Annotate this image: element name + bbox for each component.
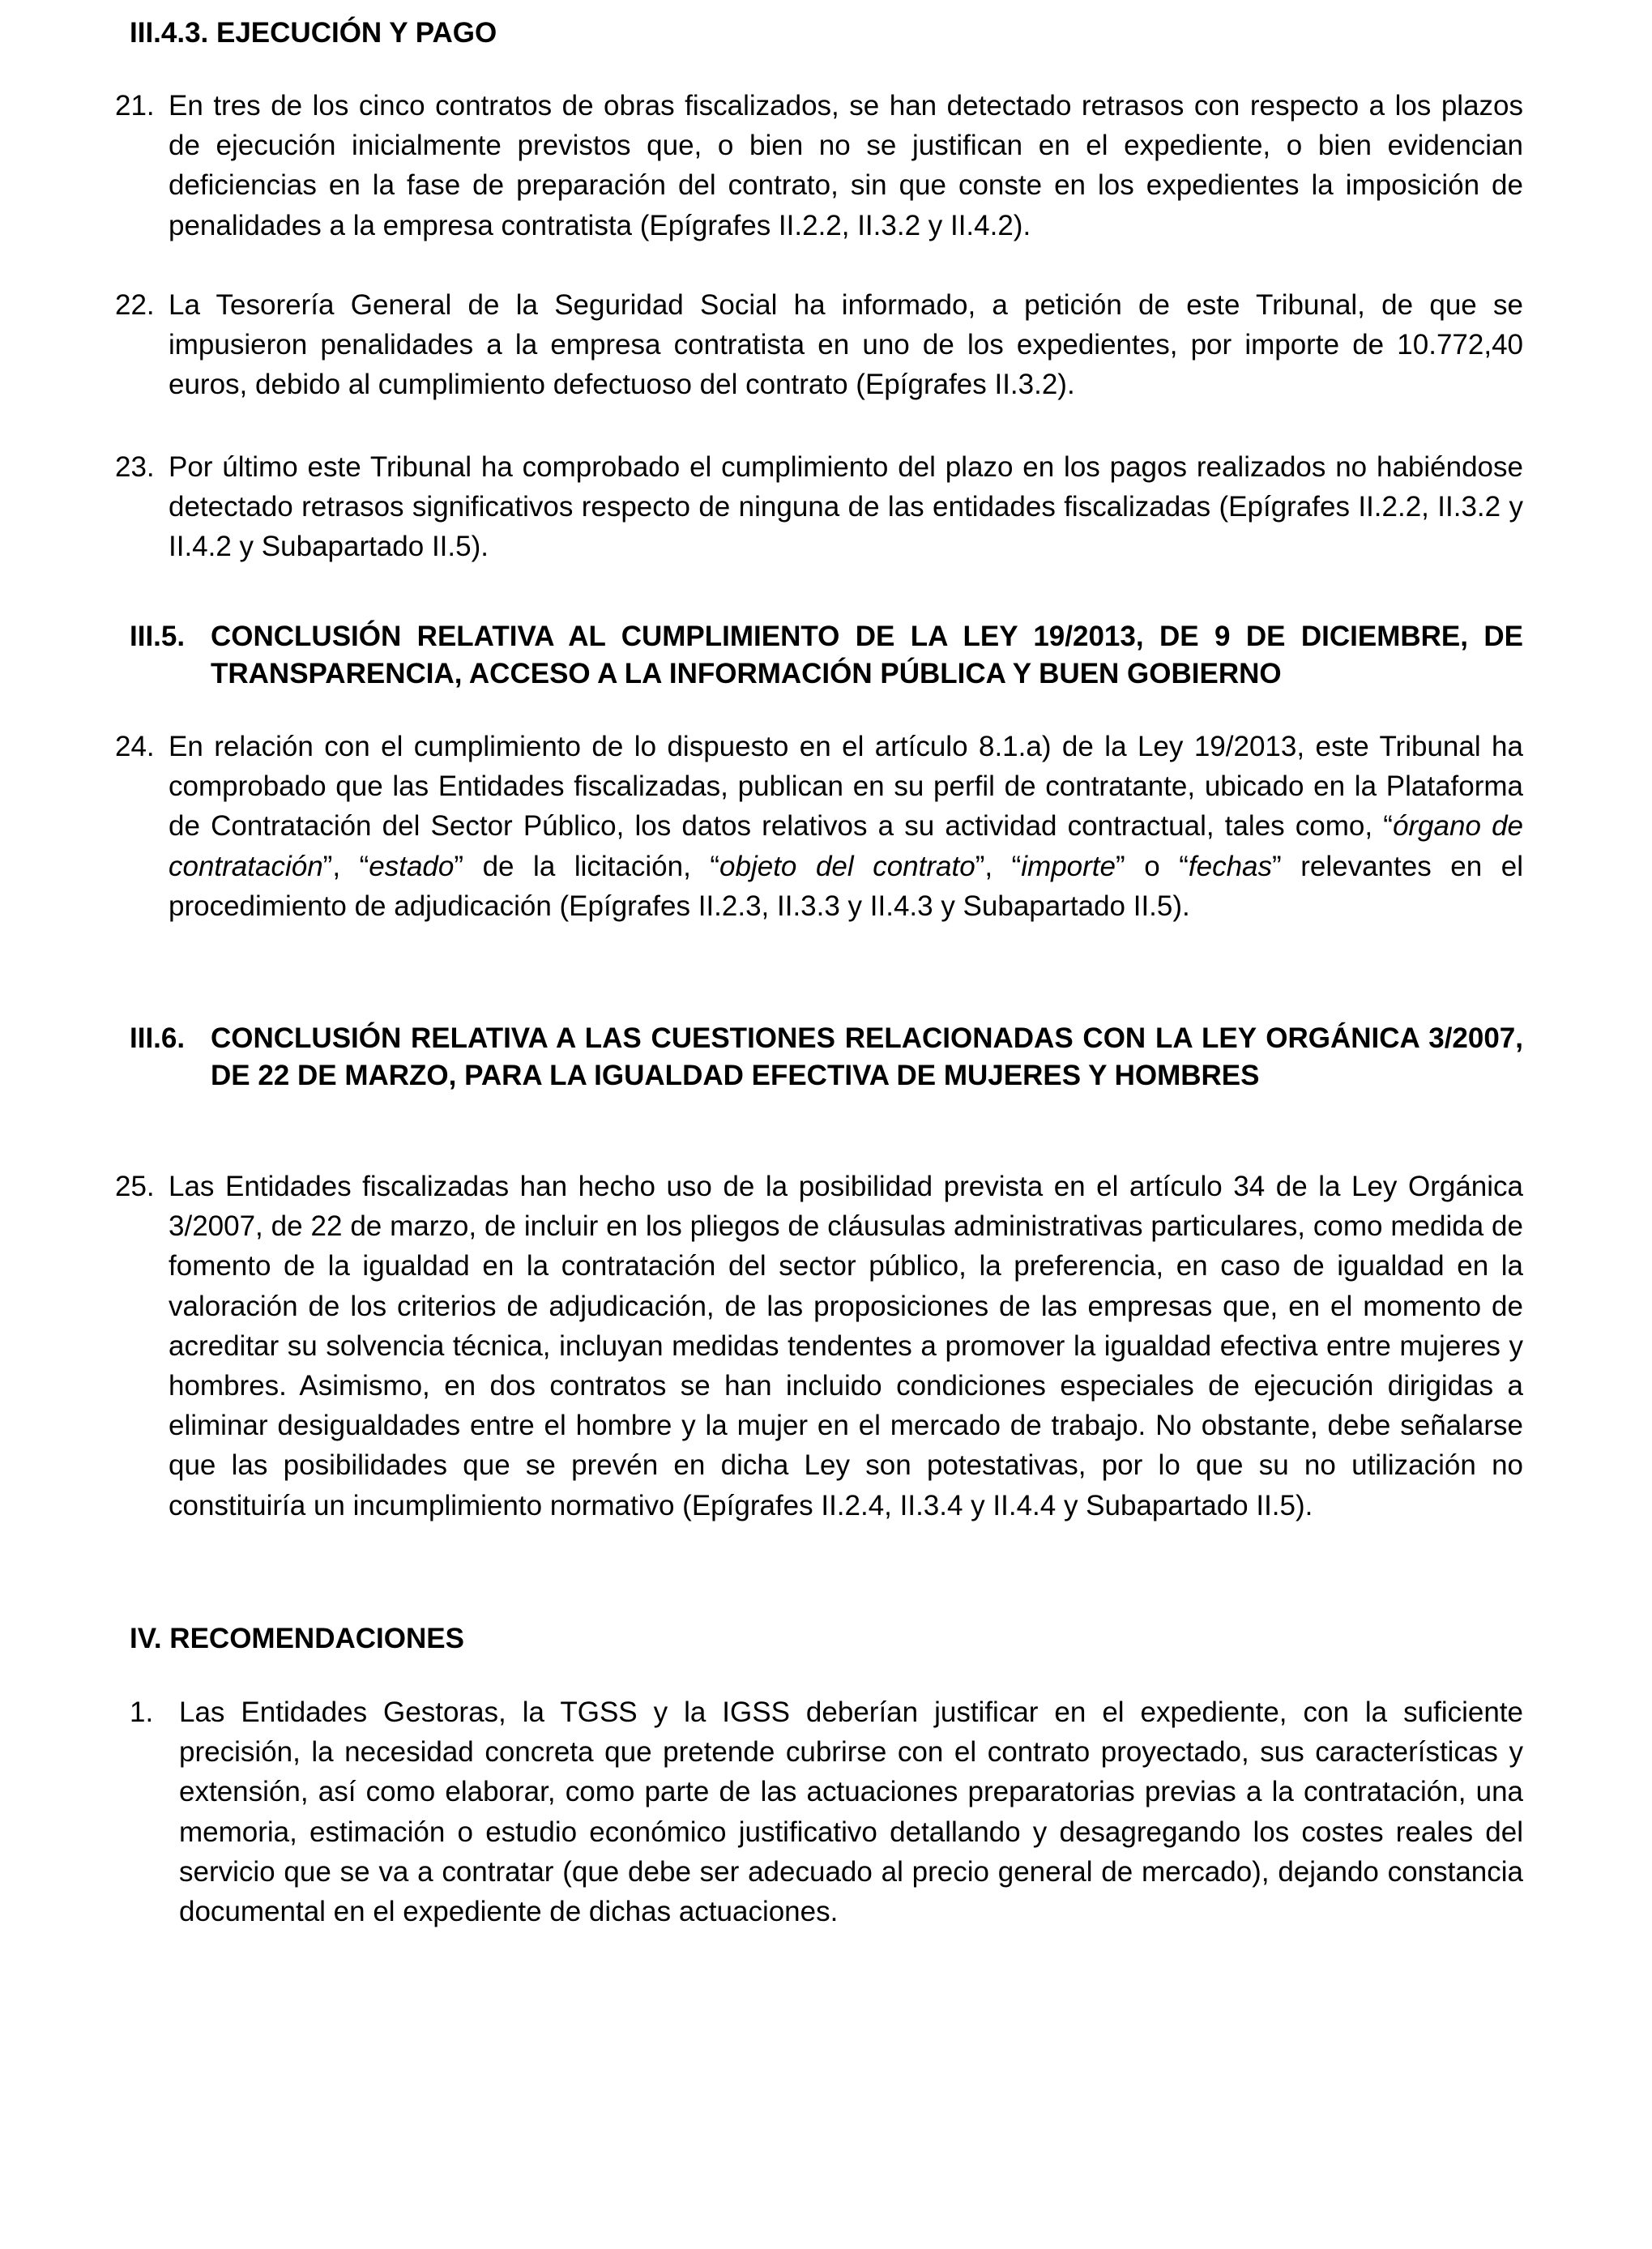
- paragraph-number: 22.: [115, 289, 155, 321]
- paragraph-text: La Tesorería General de la Seguridad Social ha informado, a petición de este Tribunal, de que se impusieron penalidades a la empresa contratista en uno de los expedientes, por importe de 10.772,40 euros, debido al cumplimiento defectuoso del contrato (Epígrafes II.3.2).: [169, 289, 1523, 401]
- recommendation-number: 1.: [130, 1696, 154, 1728]
- section-heading-ejecucion-pago: [130, 15, 1523, 52]
- paragraph-text: Las Entidades fiscalizadas han hecho uso de la posibilidad prevista en el artículo 34 de la Ley Orgánica 3/2007, de 22 de marzo, de incluir en los pliegos de cláusulas administrativas particulares, como medida de fomento de la igualdad en la contratación del sector público, la preferencia, en caso de igualdad en la valoración de los criterios de adjudicación, de las proposiciones de las empresas que, en el momento de acreditar su solvencia técnica, incluyan medidas tendentes a promover la igualdad efectiva entre mujeres y hombres. Asimismo, en dos contratos se han incluido condiciones especiales de ejecución dirigidas a eliminar desigualdades entre el hombre y la mujer en el mercado de trabajo. No obstante, debe señalarse que las posibilidades que se prevén en dicha Ley son potestativas, por lo que su no utilización no constituiría un incumplimiento normativo (Epígrafes II.2.4, II.3.4 y II.4.4 y Subapartado II.5).: [169, 1171, 1523, 1521]
- paragraph-number: 21.: [115, 90, 155, 122]
- paragraph-25: [115, 1167, 1523, 1526]
- paragraph-text: Por último este Tribunal ha comprobado el cumplimiento del plazo en los pagos realizados no habiéndose detectado retrasos significativos respecto de ninguna de las entidades fiscalizadas (Epígrafes II.2.2, II.3.2 y II.4.2 y Subapartado II.5).: [169, 451, 1523, 563]
- paragraph-number: 25.: [115, 1171, 155, 1202]
- section-number: III.6.: [130, 1022, 186, 1054]
- section-heading-recomendaciones: [130, 1620, 1523, 1658]
- section-number: III.5.: [130, 621, 186, 652]
- paragraph-text: En tres de los cinco contratos de obras fiscalizados, se han detectado retrasos con respecto a los plazos de ejecución inicialmente previstos que, o bien no se justifican en el expediente, o bien evidencian deficiencias en la fase de preparación del contrato, sin que conste en los expedientes la imposición de penalidades a la empresa contratista (Epígrafes II.2.2, II.3.2 y II.4.2).: [169, 90, 1523, 241]
- section-heading-text: CONCLUSIÓN RELATIVA A LAS CUESTIONES RELACIONADAS CON LA LEY ORGÁNICA 3/2007, DE 22 DE MARZO, PARA LA IGUALDAD EFECTIVA DE MUJERES Y HOMBRES: [211, 1022, 1523, 1091]
- paragraph-21: [115, 86, 1523, 245]
- section-heading-text: CONCLUSIÓN RELATIVA AL CUMPLIMIENTO DE LA LEY 19/2013, DE 9 DE DICIEMBRE, DE TRANSPARENCIA, ACCESO A LA INFORMACIÓN PÚBLICA Y BUEN GOBIERNO: [211, 621, 1523, 689]
- recommendation-1: [130, 1692, 1523, 1931]
- section-heading-transparencia: [130, 618, 1523, 693]
- paragraph-text: En relación con el cumplimiento de lo dispuesto en el artículo 8.1.a) de la Ley 19/2013, este Tribunal ha comprobado que las Entidades fiscalizadas, publican en su perfil de contratante, ubicado en la Plataforma de Contratación del Sector Público, los datos relativos a su actividad contractual, tales como, “órgano de contratación”, “estado” de la licitación, “objeto del contrato”, “importe” o “fechas” relevantes en el procedimiento de adjudicación (Epígrafes II.2.3, II.3.3 y II.4.3 y Subapartado II.5).: [169, 731, 1523, 922]
- paragraph-24: [115, 727, 1523, 926]
- paragraph-number: 23.: [115, 451, 155, 483]
- paragraph-23: [115, 447, 1523, 567]
- section-heading-text: IV. RECOMENDACIONES: [130, 1623, 464, 1654]
- paragraph-number: 24.: [115, 731, 155, 762]
- section-heading-text: III.4.3. EJECUCIÓN Y PAGO: [130, 17, 497, 49]
- recommendation-text: Las Entidades Gestoras, la TGSS y la IGSS deberían justificar en el expediente, con la suficiente precisión, la necesidad concreta que pretende cubrirse con el contrato proyectado, sus características y extensión, así como elaborar, como parte de las actuaciones preparatorias previas a la contratación, una memoria, estimación o estudio económico justificativo detallando y desagregando los costes reales del servicio que se va a contratar (que debe ser adecuado al precio general de mercado), dejando constancia documental en el expediente de dichas actuaciones.: [179, 1696, 1523, 1928]
- section-heading-igualdad: [130, 1020, 1523, 1095]
- paragraph-22: [115, 285, 1523, 405]
